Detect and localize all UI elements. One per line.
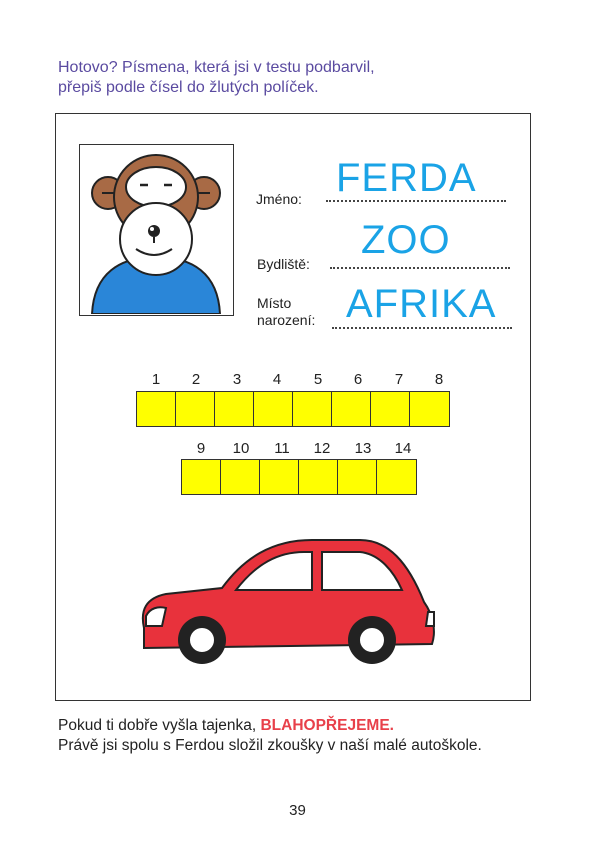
residence-label: Bydliště: [257,256,310,272]
birthplace-label-line-2: narození: [257,312,316,328]
monkey-icon [80,145,232,314]
puzzle-cell-2[interactable] [175,391,216,427]
puzzle-cell-4[interactable] [253,391,294,427]
residence-dotted-line [330,267,510,269]
cell-number: 14 [394,440,412,457]
car-icon [132,532,442,672]
birthplace-label-line-1: Místo [257,295,292,311]
instructions-line-2: přepiš podle čísel do žlutých políček. [58,79,319,96]
cell-number: 4 [272,371,282,388]
cell-number: 6 [353,371,363,388]
cell-number: 11 [274,440,290,457]
instructions [58,58,518,98]
puzzle-cells-row-2 [181,459,415,495]
puzzle-cells-row-1 [136,391,448,427]
instructions-line-1: Hotovo? Písmena, která jsi v testu podbarvil, [58,59,375,76]
puzzle-numbers-row-1 [136,370,466,390]
cell-number: 10 [232,440,250,457]
puzzle-cell-13[interactable] [337,459,378,495]
puzzle-cell-11[interactable] [259,459,300,495]
page-number: 39 [289,802,306,819]
puzzle-cell-9[interactable] [181,459,222,495]
puzzle-cell-6[interactable] [331,391,372,427]
cell-number: 9 [196,440,206,457]
name-label: Jméno: [256,191,302,207]
cell-number: 12 [313,440,331,457]
puzzle-cell-14[interactable] [376,459,417,495]
cell-number: 7 [394,371,404,388]
puzzle-cell-7[interactable] [370,391,411,427]
puzzle-cell-8[interactable] [409,391,450,427]
cell-number: 2 [191,371,201,388]
cell-number: 5 [313,371,323,388]
cell-number: 8 [434,371,444,388]
outro-text-1: Pokud ti dobře vyšla tajenka, [58,717,261,734]
puzzle-numbers-row-2 [181,439,431,459]
outro-text-2: Právě jsi spolu s Ferdou složil zkoušky v naší malé autoškole. [58,737,482,754]
cell-number: 1 [151,371,161,388]
birthplace-answer: AFRIKA [346,282,497,326]
birthplace-dotted-line [332,327,512,329]
name-dotted-line [326,200,506,202]
cell-number: 3 [232,371,242,388]
puzzle-cell-3[interactable] [214,391,255,427]
residence-answer: ZOO [361,218,451,262]
puzzle-cell-12[interactable] [298,459,339,495]
birthplace-label [257,295,315,329]
cell-number: 13 [354,440,372,457]
puzzle-cell-10[interactable] [220,459,261,495]
puzzle-cell-1[interactable] [136,391,177,427]
puzzle-cell-5[interactable] [292,391,333,427]
congratulations-highlight: BLAHOPŘEJEME. [260,717,394,734]
car-illustration [132,532,442,672]
name-answer: FERDA [336,156,477,200]
monkey-portrait [79,144,234,316]
congratulations-text [58,716,488,756]
